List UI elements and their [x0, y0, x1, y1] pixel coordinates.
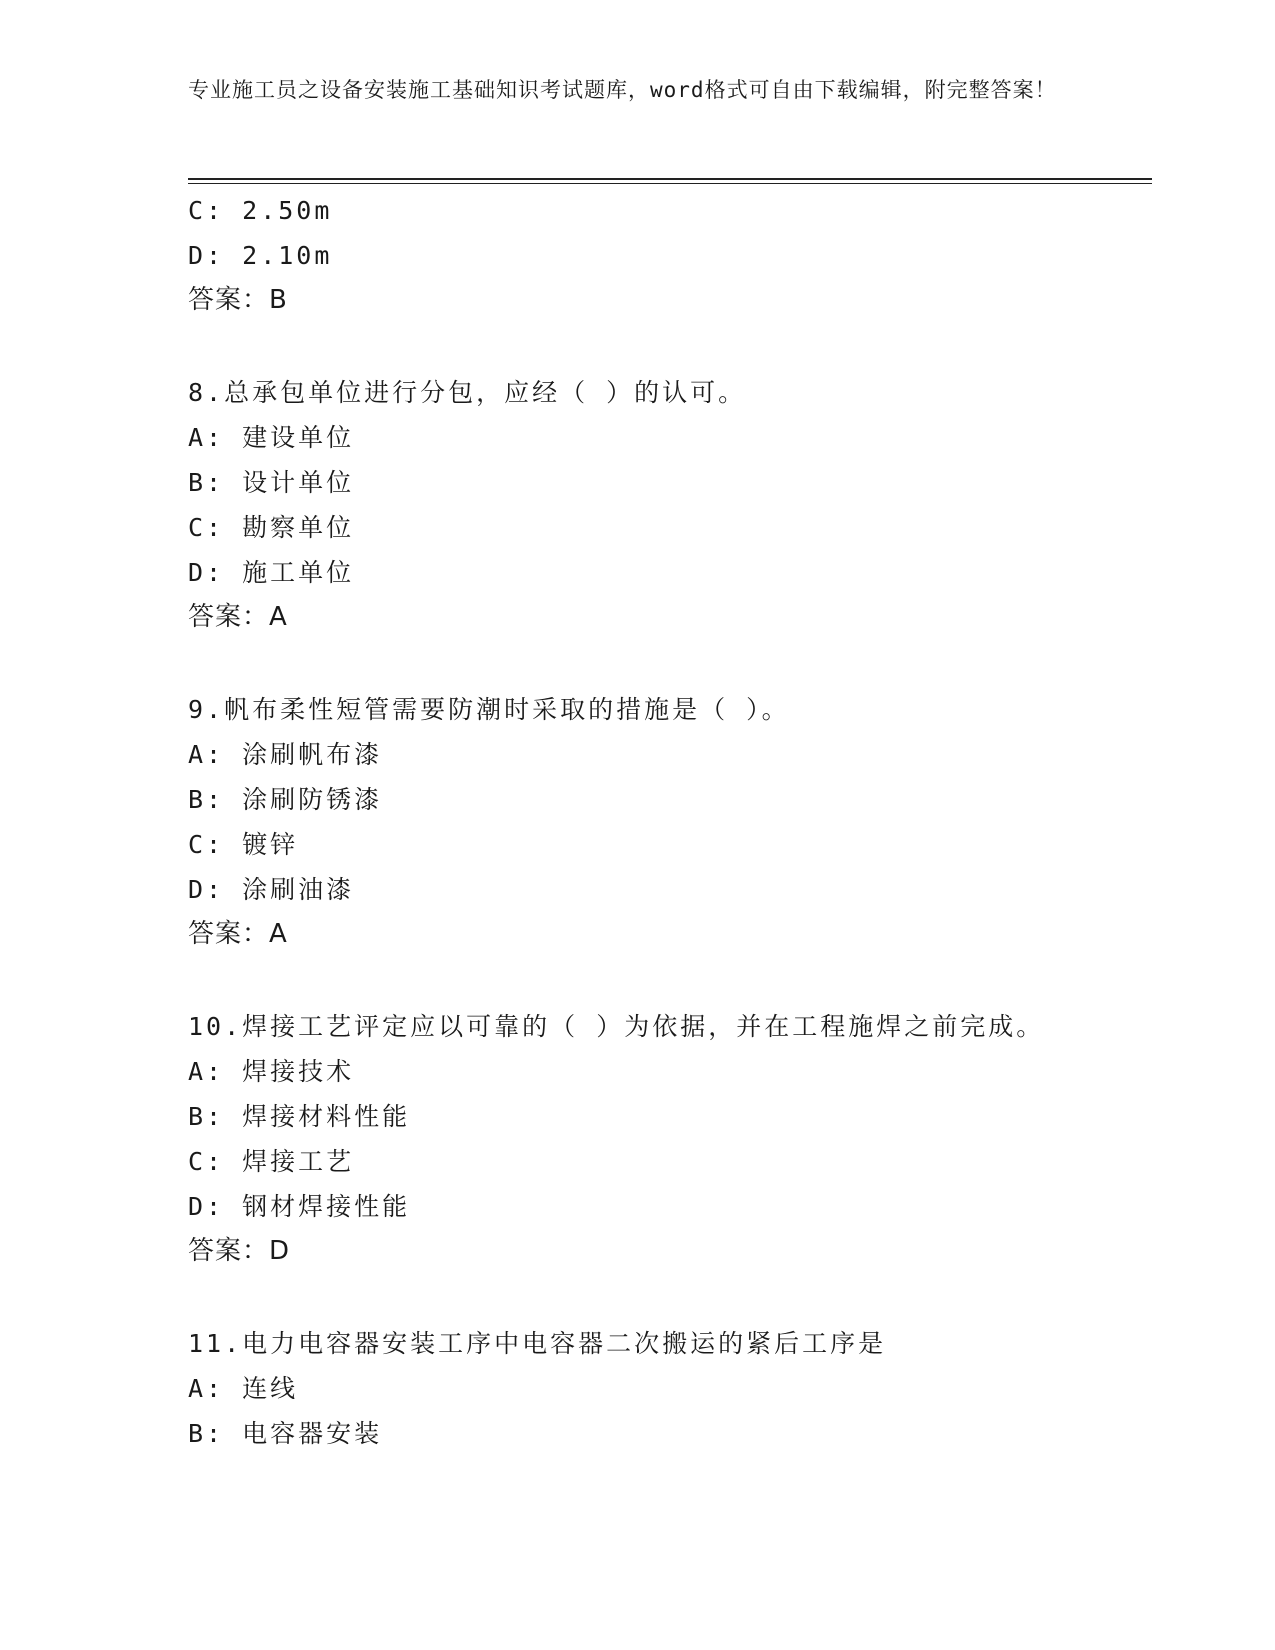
option-d: D: 施工单位	[188, 558, 355, 587]
question-7-continued	[188, 188, 1148, 323]
spacer	[188, 1274, 1148, 1321]
option-c: C: 勘察单位	[188, 513, 355, 542]
question-stem: 11.电力电容器安装工序中电容器二次搬运的紧后工序是	[188, 1329, 887, 1358]
option-a: A: 焊接技术	[188, 1057, 355, 1086]
option-d: D: 2.10m	[188, 241, 333, 270]
page-header: 专业施工员之设备安装施工基础知识考试题库，word格式可自由下载编辑，附完整答案！	[188, 78, 1057, 102]
question-stem: 8.总承包单位进行分包，应经（ ）的认可。	[188, 378, 747, 407]
option-b: B: 设计单位	[188, 468, 355, 497]
spacer	[188, 957, 1148, 1004]
question-list	[188, 188, 1148, 1456]
spacer	[188, 323, 1148, 370]
option-c: C: 镀锌	[188, 830, 299, 859]
option-d: D: 钢材焊接性能	[188, 1192, 411, 1221]
option-a: A: 涂刷帆布漆	[188, 740, 383, 769]
header-divider-thin	[188, 183, 1152, 184]
answer: 答案：A	[188, 919, 288, 949]
question-9	[188, 687, 1148, 957]
option-b: B: 涂刷防锈漆	[188, 785, 383, 814]
option-c: C: 2.50m	[188, 196, 333, 225]
option-a: A: 建设单位	[188, 423, 355, 452]
answer: 答案：B	[188, 285, 288, 315]
question-8	[188, 370, 1148, 640]
option-c: C: 焊接工艺	[188, 1147, 355, 1176]
option-b: B: 电容器安装	[188, 1419, 383, 1448]
question-11	[188, 1321, 1148, 1456]
answer: 答案：D	[188, 1236, 291, 1266]
question-stem: 10.焊接工艺评定应以可靠的（ ）为依据，并在工程施焊之前完成。	[188, 1012, 1045, 1041]
answer: 答案：A	[188, 602, 288, 632]
question-stem: 9.帆布柔性短管需要防潮时采取的措施是（ ）。	[188, 695, 790, 724]
option-d: D: 涂刷油漆	[188, 875, 355, 904]
header-divider-thick	[188, 178, 1152, 180]
option-b: B: 焊接材料性能	[188, 1102, 411, 1131]
spacer	[188, 640, 1148, 687]
option-a: A: 连线	[188, 1374, 299, 1403]
question-10	[188, 1004, 1148, 1274]
